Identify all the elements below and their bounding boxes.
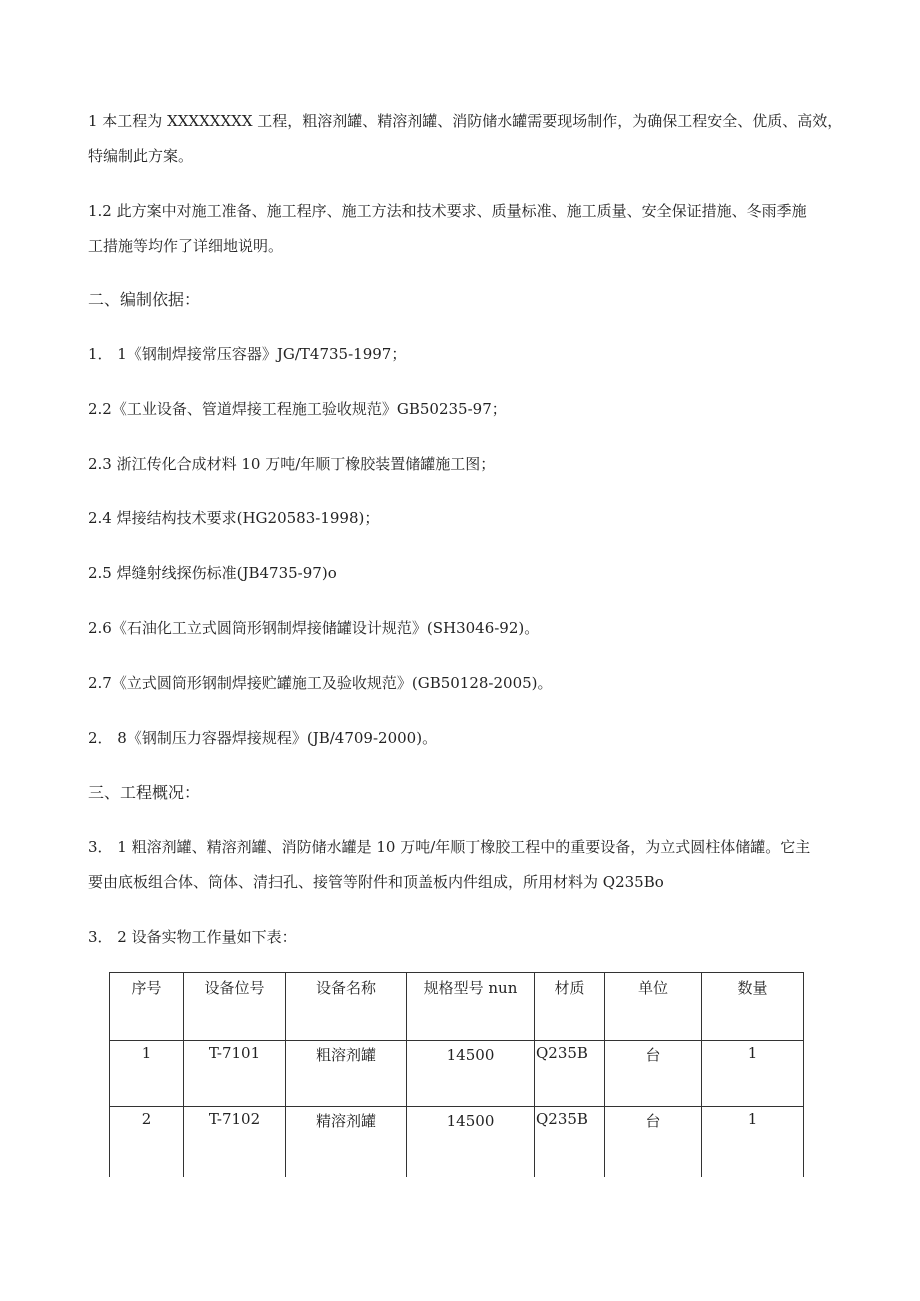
header-cell-unit: 单位 xyxy=(605,973,702,1041)
equipment-quantity-table xyxy=(109,972,804,1177)
header-cell-name: 设备名称 xyxy=(286,973,407,1041)
paragraph-3-1-line-2: 要由底板组合体、筒体、清扫孔、接管等附件和顶盖板内件组成，所用材料为 Q235Bo xyxy=(88,873,664,891)
table-cell: T-7101 xyxy=(184,1041,286,1107)
header-cell-material: 材质 xyxy=(535,973,605,1041)
table-cell: 精溶剂罐 xyxy=(286,1107,407,1177)
header-cell-tag: 设备位号 xyxy=(184,973,286,1041)
table-header-row xyxy=(110,973,804,1041)
paragraph-3-2: 3． 2 设备实物工作量如下表： xyxy=(88,928,297,946)
paragraph-1-2-line-2: 工措施等均作了详细地说明。 xyxy=(88,237,284,255)
table-row xyxy=(110,1107,804,1177)
table-cell: 2 xyxy=(110,1107,184,1177)
table-cell: 1 xyxy=(110,1041,184,1107)
paragraph-3-1-line-1: 3． 1 粗溶剂罐、精溶剂罐、消防储水罐是 10 万吨/年顺丁橡胶工程中的重要设备，为立式圆柱体储罐。它主 xyxy=(88,838,811,856)
table-cell: Q235B xyxy=(535,1041,605,1107)
reference-2-7: 2.7《立式圆筒形钢制焊接贮罐施工及验收规范》(GB50128-2005)。 xyxy=(88,674,553,692)
table-cell: 1 xyxy=(702,1107,804,1177)
table-row xyxy=(110,1041,804,1107)
reference-2-2: 2.2《工业设备、管道焊接工程施工验收规范》GB50235-97； xyxy=(88,400,507,418)
header-cell-index: 序号 xyxy=(110,973,184,1041)
header-cell-quantity: 数量 xyxy=(702,973,804,1041)
table-cell: Q235B xyxy=(535,1107,605,1177)
paragraph-1-1-line-2: 特编制此方案。 xyxy=(88,147,194,165)
table-cell: 台 xyxy=(605,1041,702,1107)
table-cell: 14500 xyxy=(407,1041,535,1107)
section-heading-3: 三、工程概况： xyxy=(88,783,201,802)
table-cell: 粗溶剂罐 xyxy=(286,1041,407,1107)
table-cell: 台 xyxy=(605,1107,702,1177)
table-cell: T-7102 xyxy=(184,1107,286,1177)
reference-2-3: 2.3 浙江传化合成材料 10 万吨/年顺丁橡胶装置储罐施工图； xyxy=(88,455,496,473)
section-heading-2: 二、编制依据： xyxy=(88,290,201,309)
table-cell: 14500 xyxy=(407,1107,535,1177)
reference-2-8: 2． 8《钢制压力容器焊接规程》(JB/4709-2000)。 xyxy=(88,729,438,747)
reference-2-4: 2.4 焊接结构技术要求(HG20583-1998)； xyxy=(88,509,380,527)
reference-2-5: 2.5 焊缝射线探伤标准(JB4735-97)o xyxy=(88,564,337,582)
paragraph-1-1-line-1: 1 本工程为 XXXXXXXX 工程，粗溶剂罐、精溶剂罐、消防储水罐需要现场制作，为确保工程安全、优质、高效， xyxy=(88,112,843,130)
reference-2-6: 2.6《石油化工立式圆筒形钢制焊接储罐设计规范》(SH3046-92)。 xyxy=(88,619,540,637)
paragraph-1-2-line-1: 1.2 此方案中对施工准备、施工程序、施工方法和技术要求、质量标准、施工质量、安全保证措施、冬雨季施 xyxy=(88,202,807,220)
table-cell: 1 xyxy=(702,1041,804,1107)
reference-2-1: 1． 1《钢制焊接常压容器》JG/T4735-1997； xyxy=(88,345,407,363)
header-cell-spec: 规格型号 nun xyxy=(407,973,535,1041)
